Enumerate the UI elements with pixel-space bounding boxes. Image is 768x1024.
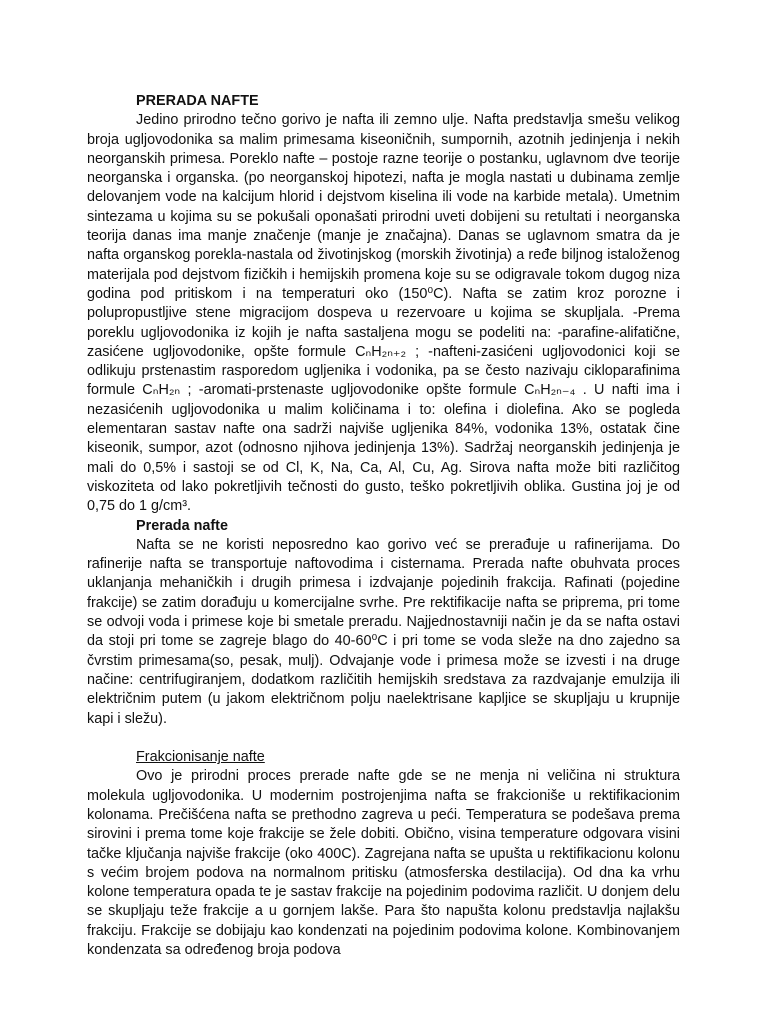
paragraph-spacer [87,729,680,748]
document-title: PRERADA NAFTE [136,93,259,109]
subsection-paragraph: Ovo je prirodni proces prerade nafte gde se ne menja ni veličina ni struktura molekula ugljovodonika. U modernim postrojenjima nafta se frakcioniše u rektifikacionim kolonama. Prečišćena nafta se prethodno zagreva u peći. Temperatura se podešava prema sirovini i prema tome koje frakcije se žele dobiti. Obično, visina temperature odgovara visini tačke ključanja najviše frakcije (oko 400C). Zagrejana nafta se upušta u rektifikacionu kolonu s većim brojem podova na normalnom pritisku (atmosferska destilacija). Od dna ka vrhu kolone temperatura opada te je sastav frakcije na pojedinim podovima različit. U donjem delu se skupljaju teže frakcije a u gornjem lakše. Para što napušta kolonu predstavlja najlakšu frakciju. Frakcije se dobijaju kao kondenzati na pojedinim podovima kolone. Kombinovanjem kondenzata sa određenog broja podova [87,768,680,959]
document-body [87,92,680,960]
section-heading: Prerada nafte [136,517,228,534]
section-paragraph: Nafta se ne koristi neposredno kao gorivo već se prerađuje u rafinerijama. Do rafinerije nafta se transportuje naftovodima i cisternama. Prerada nafte obuhvata proces uklanjanja mehaničkih i drugih primesa i izdvajanje pojedinih frakcija. Rafinati (pojedine frakcije) se zatim dorađuju u komercijalne svrhe. Pre rektifikacije nafta se priprema, pri tome se odvoji voda i primese koje bi smetale preradu. Najjednostavniji način je da se nafta ostavi da stoji pri tome se zagreje blago do 40-60⁰C i pri tome se voda sleže na dno zajedno sa čvrstim primesama(so, pesak, mulj). Odvajanje vode i primesa može se izvesti i na druge načine: centrifugiranjem, dodatkom različitih hemijskih sredstava za razdvajanje emulzija ili električnim putem (u jakom električnom polju naelektrisane kapljice se skupljaju u krupnije kapi i sležu). [87,536,680,727]
intro-paragraph: Jedino prirodno tečno gorivo je nafta ili zemno ulje. Nafta predstavlja smešu velikog broja ugljovodonika sa malim primesama kiseoničnih, sumpornih, azotnih jedinjenja i nekih neorganskih primesa. Poreklo nafte – postoje razne teorije o postanku, uglavnom dve teorije neorganska i organska. (po neorganskoj hipotezi, nafta je mogla nastati u dubinama zemlje delovanjem vode na kalcijum hlorid i dejstvom kiselina ili vode na karbide metala). Umetnim sintezama u kojima su se pokušali oponašati prirodni uveti dobijeni su retultati i neorganska teorija danas ima manje značenje (manje je značajna). Danas se uglavnom smatra da je nafta organskog porekla-nastala od životinjskog (morskih životinja) a ređe biljnog istaloženog materijala pod dejstvom fizičkih i hemijskih promena koje su se odigravale tokom dugog niza godina pod pritiskom i na temperaturi oko (150⁰C). Nafta se zatim kroz porozne i polupropustljive stene migracijom dospeva u rezervoare u kojima se skupljala. -Prema poreklu ugljovodonika iz kojih je nafta sastaljena mogu se podeliti na: -parafine-alifatične, zasićene ugljovodonike, opšte formule CₙH₂ₙ₊₂ ; -nafteni-zasićeni ugljovodonici koji se odlikuju prstenastim rasporedom ugljenika i vodonika, pa se često nazivaju cikloparafinima formule CₙH₂ₙ ; -aromati-prstenaste ugljovodonike opšte formule CₙH₂ₙ₋₄ . U nafti ima i nezasićenih ugljovodonika u malim količinama i to: olefina i diolefina. Ako se pogleda elementaran sastav nafte ona sadrži najviše ugljenika 84%, vodonika 13%, ostatak čine kiseonik, sumpor, azot (odnosno njihova jedinjenja 13%). Sadržaj neorganskih jedinjenja je mali do 0,5% i sastoji se od Cl, K, Na, Ca, Al, Cu, Ag. Sirova nafta može biti različitog viskoziteta od lako pokretljivih tečnosti do gusto, teško pokretljivih oblika. Gustina joj je od 0,75 do 1 g/cm³. [87,112,680,515]
subsection-heading: Frakcionisanje nafte [136,749,265,766]
